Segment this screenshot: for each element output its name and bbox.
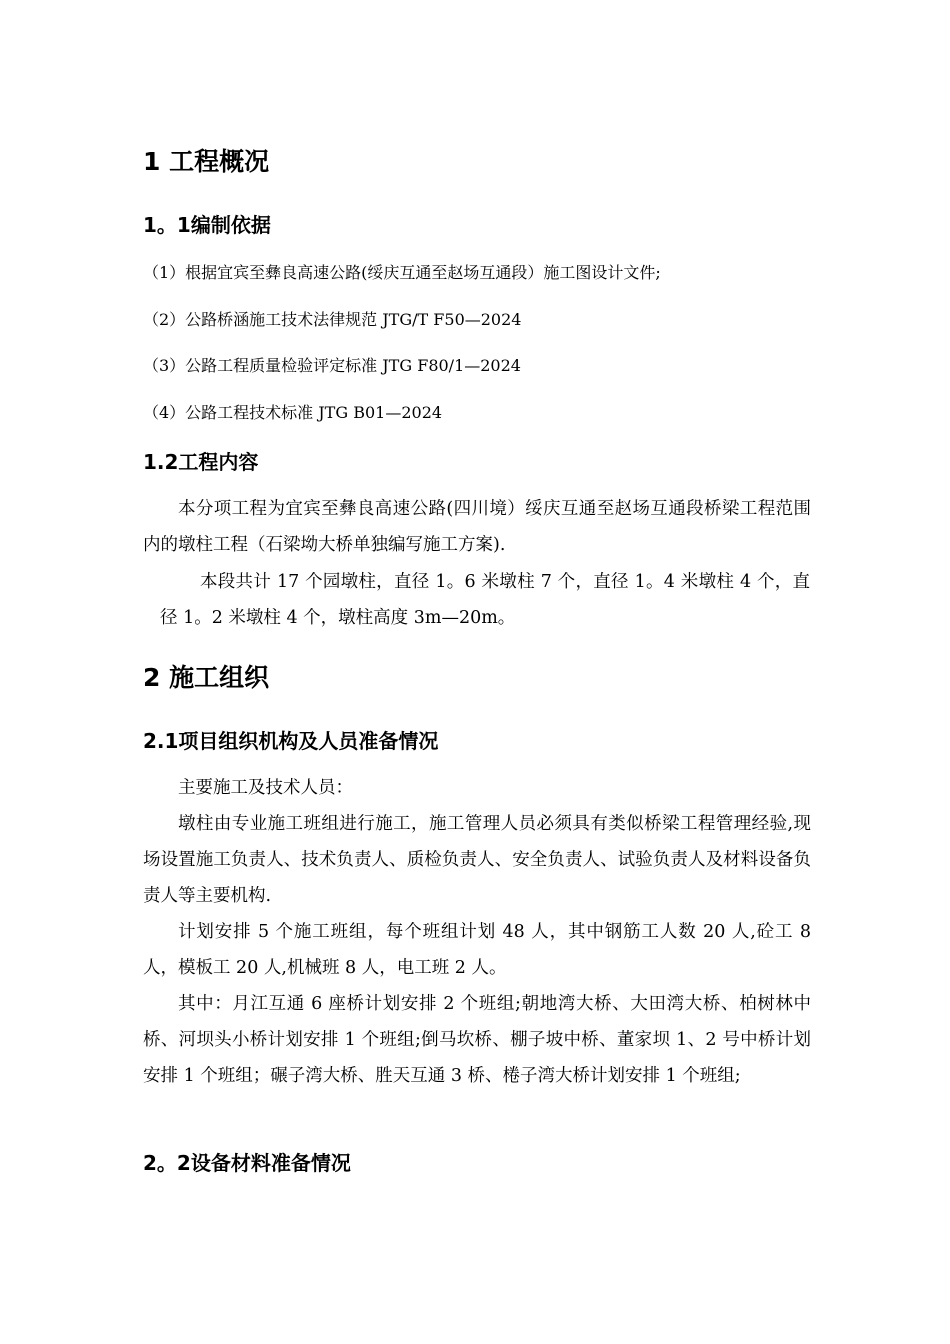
section-2-1-title: 2.1项目组织机构及人员准备情况 — [143, 729, 439, 753]
reference-item-2: （2）公路桥涵施工技术法律规范 JTG/T F50—2024 — [143, 310, 522, 329]
reference-item-1: （1）根据宜宾至彝良高速公路(绥庆互通至赵场互通段）施工图设计文件; — [143, 263, 661, 282]
paragraph-project-scope: 本分项工程为宜宾至彝良高速公路(四川境）绥庆互通至赵场互通段桥梁工程范围内的墩柱工程（石梁坳大桥单独编写施工方案). — [143, 499, 811, 555]
paragraph-team-plan: 计划安排 5 个施工班组，每个班组计划 48 人，其中钢筋工人数 20 人,砼工 8 人，模板工 20 人,机械班 8 人，电工班 2 人。 — [143, 922, 811, 978]
paragraph-team-allocation: 其中：月江互通 6 座桥计划安排 2 个班组;朝地湾大桥、大田湾大桥、柏树林中桥、河坝头小桥计划安排 1 个班组;倒马坎桥、棚子坡中桥、董家坝 1、2 号中桥计划安排 1 个班组；碾子湾大桥、胜天互通 3 桥、棬子湾大桥计划安排 1 个班组; — [143, 994, 811, 1086]
paragraph-personnel-heading: 主要施工及技术人员： — [178, 778, 353, 798]
section-1-2-title: 1.2工程内容 — [143, 450, 259, 474]
section-1-title: 1 工程概况 — [143, 147, 270, 176]
paragraph-personnel-structure: 墩柱由专业施工班组进行施工，施工管理人员必须具有类似桥梁工程管理经验,现场设置施工负责人、技术负责人、质检负责人、安全负责人、试验负责人及材料设备负责人等主要机构. — [143, 814, 811, 906]
reference-item-4: （4）公路工程技术标准 JTG B01—2024 — [143, 403, 443, 422]
section-1-1-title: 1。1编制依据 — [143, 213, 271, 237]
section-2-2-title: 2。2设备材料准备情况 — [143, 1151, 351, 1175]
section-2-title: 2 施工组织 — [143, 663, 270, 692]
reference-item-3: （3）公路工程质量检验评定标准 JTG F80/1—2024 — [143, 356, 521, 375]
paragraph-pier-count: 本段共计 17 个园墩柱，直径 1。6 米墩柱 7 个，直径 1。4 米墩柱 4 个，直径 1。2 米墩柱 4 个，墩柱高度 3m—20m。 — [160, 572, 810, 628]
